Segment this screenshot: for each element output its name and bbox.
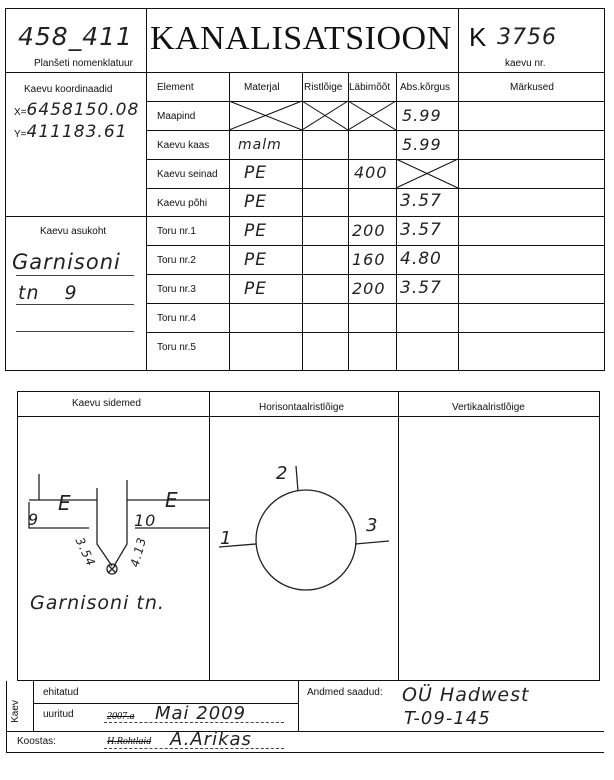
compiled-label: Koostas: <box>17 736 56 747</box>
horizontal-cross-section <box>209 416 398 681</box>
sketch-left-e: E <box>58 491 72 515</box>
section-links-label: Kaevu sidemed <box>72 398 141 409</box>
divider <box>146 101 605 102</box>
sketch-right-block: 10 <box>134 511 157 530</box>
pipe-label-2: 2 <box>276 463 289 484</box>
compiled-hand: A.Arikas <box>170 729 252 750</box>
data-from-line1: OÜ Hadwest <box>402 684 530 706</box>
divider <box>146 130 605 131</box>
row-label-pipe-5: Toru nr.5 <box>157 342 196 353</box>
row-label-pipe-3: Toru nr.3 <box>157 284 196 295</box>
section-vertical-label: Vertikaalristlõige <box>452 402 525 413</box>
col-header-diameter: Läbimõõt <box>349 82 391 93</box>
divider <box>5 72 605 73</box>
divider <box>398 391 399 681</box>
cell-height-bottom: 3.57 <box>400 191 442 211</box>
data-from-line2: T-09-145 <box>404 708 491 729</box>
well-label: kaevu nr. <box>505 58 546 69</box>
location-line2: tn 9 <box>18 282 78 304</box>
cell-height-ground: 5.99 <box>402 106 442 125</box>
well-number: 3756 <box>497 25 557 50</box>
cell-height-pipe-3: 3.57 <box>400 278 442 298</box>
sketch-left-depth: 3.54 <box>72 535 99 569</box>
coord-x <box>14 100 139 120</box>
row-label-walls: Kaevu seinad <box>157 169 218 180</box>
divider <box>229 72 230 371</box>
row-label-bottom: Kaevu põhi <box>157 198 208 209</box>
divider <box>146 332 605 333</box>
row-label-ground: Maapind <box>157 111 196 122</box>
section-horizontal-label: Horisontaalristlõige <box>259 402 345 413</box>
divider <box>146 8 147 371</box>
col-header-abs-height: Abs.kõrgus <box>400 82 451 93</box>
surveyed-hand: Mai 2009 <box>155 703 247 724</box>
col-header-material: Materjal <box>244 82 280 93</box>
divider <box>298 681 299 731</box>
col-header-notes: Märkused <box>510 82 554 93</box>
well-letter: K <box>469 22 487 52</box>
row-label-pipe-2: Toru nr.2 <box>157 255 196 266</box>
underline <box>16 275 134 276</box>
col-header-cross-section: Ristlõige <box>304 82 343 93</box>
cell-height-pipe-2: 4.80 <box>400 249 442 269</box>
sketch-street: Garnisoni tn. <box>30 592 165 614</box>
cell-material-pipe-2: PE <box>244 250 267 270</box>
divider <box>146 303 605 304</box>
sketch-right-e: E <box>165 488 179 512</box>
nomenclature-value: 458_411 <box>18 22 133 51</box>
cell-height-cover: 5.99 <box>402 135 442 154</box>
divider <box>458 8 459 371</box>
underline <box>104 748 284 749</box>
compiled-printed: H.Rohtlaid <box>107 736 152 747</box>
cell-material-bottom: PE <box>244 192 267 212</box>
cell-material-pipe-1: PE <box>244 221 267 241</box>
well-links-sketch <box>17 416 209 681</box>
pipe-label-1: 1 <box>220 528 233 549</box>
row-label-pipe-4: Toru nr.4 <box>157 313 196 324</box>
nomenclature-label: Planšeti nomenklatuur <box>34 58 133 69</box>
sketch-left-block: 9 <box>28 510 40 529</box>
well-vertical-label: Kaev <box>9 700 21 723</box>
location-label: Kaevu asukoht <box>40 226 107 237</box>
underline <box>16 304 134 305</box>
coord-x-prefix: X= <box>14 107 27 118</box>
col-header-element: Element <box>157 82 194 93</box>
coord-y <box>14 122 127 142</box>
divider <box>146 159 605 160</box>
cell-diameter-walls: 400 <box>354 163 388 182</box>
coord-y-value: 411183.61 <box>26 122 128 142</box>
built-label: ehitatud <box>43 687 79 698</box>
sketch-right-depth: 4.13 <box>127 535 150 569</box>
cell-diameter-pipe-3: 200 <box>352 279 386 298</box>
surveyed-label: uuritud <box>43 709 74 720</box>
cell-height-pipe-1: 3.57 <box>400 220 442 240</box>
location-line1: Garnisoni <box>12 250 121 274</box>
cell-material-walls: PE <box>244 163 267 183</box>
coord-x-value: 6458150.08 <box>26 100 140 120</box>
coord-y-prefix: Y= <box>14 129 27 140</box>
divider <box>302 72 303 371</box>
divider <box>5 216 605 217</box>
surveyed-printed: 2007.a <box>107 711 135 722</box>
divider <box>348 72 349 371</box>
cell-material-pipe-3: PE <box>244 279 267 299</box>
underline <box>16 331 134 332</box>
divider <box>146 245 605 246</box>
divider <box>146 274 605 275</box>
divider <box>33 681 34 731</box>
coords-label: Kaevu koordinaadid <box>24 84 113 95</box>
cell-material-cover: malm <box>238 137 282 153</box>
divider <box>396 72 397 371</box>
divider <box>146 188 605 189</box>
row-label-cover: Kaevu kaas <box>157 140 210 151</box>
cell-diameter-pipe-2: 160 <box>352 250 386 269</box>
divider <box>6 731 604 732</box>
pipe-label-3: 3 <box>366 515 379 536</box>
data-from-label: Andmed saadud: <box>307 687 383 698</box>
page-title: KANALISATSIOON <box>150 20 452 57</box>
cell-diameter-pipe-1: 200 <box>352 221 386 240</box>
row-label-pipe-1: Toru nr.1 <box>157 226 196 237</box>
